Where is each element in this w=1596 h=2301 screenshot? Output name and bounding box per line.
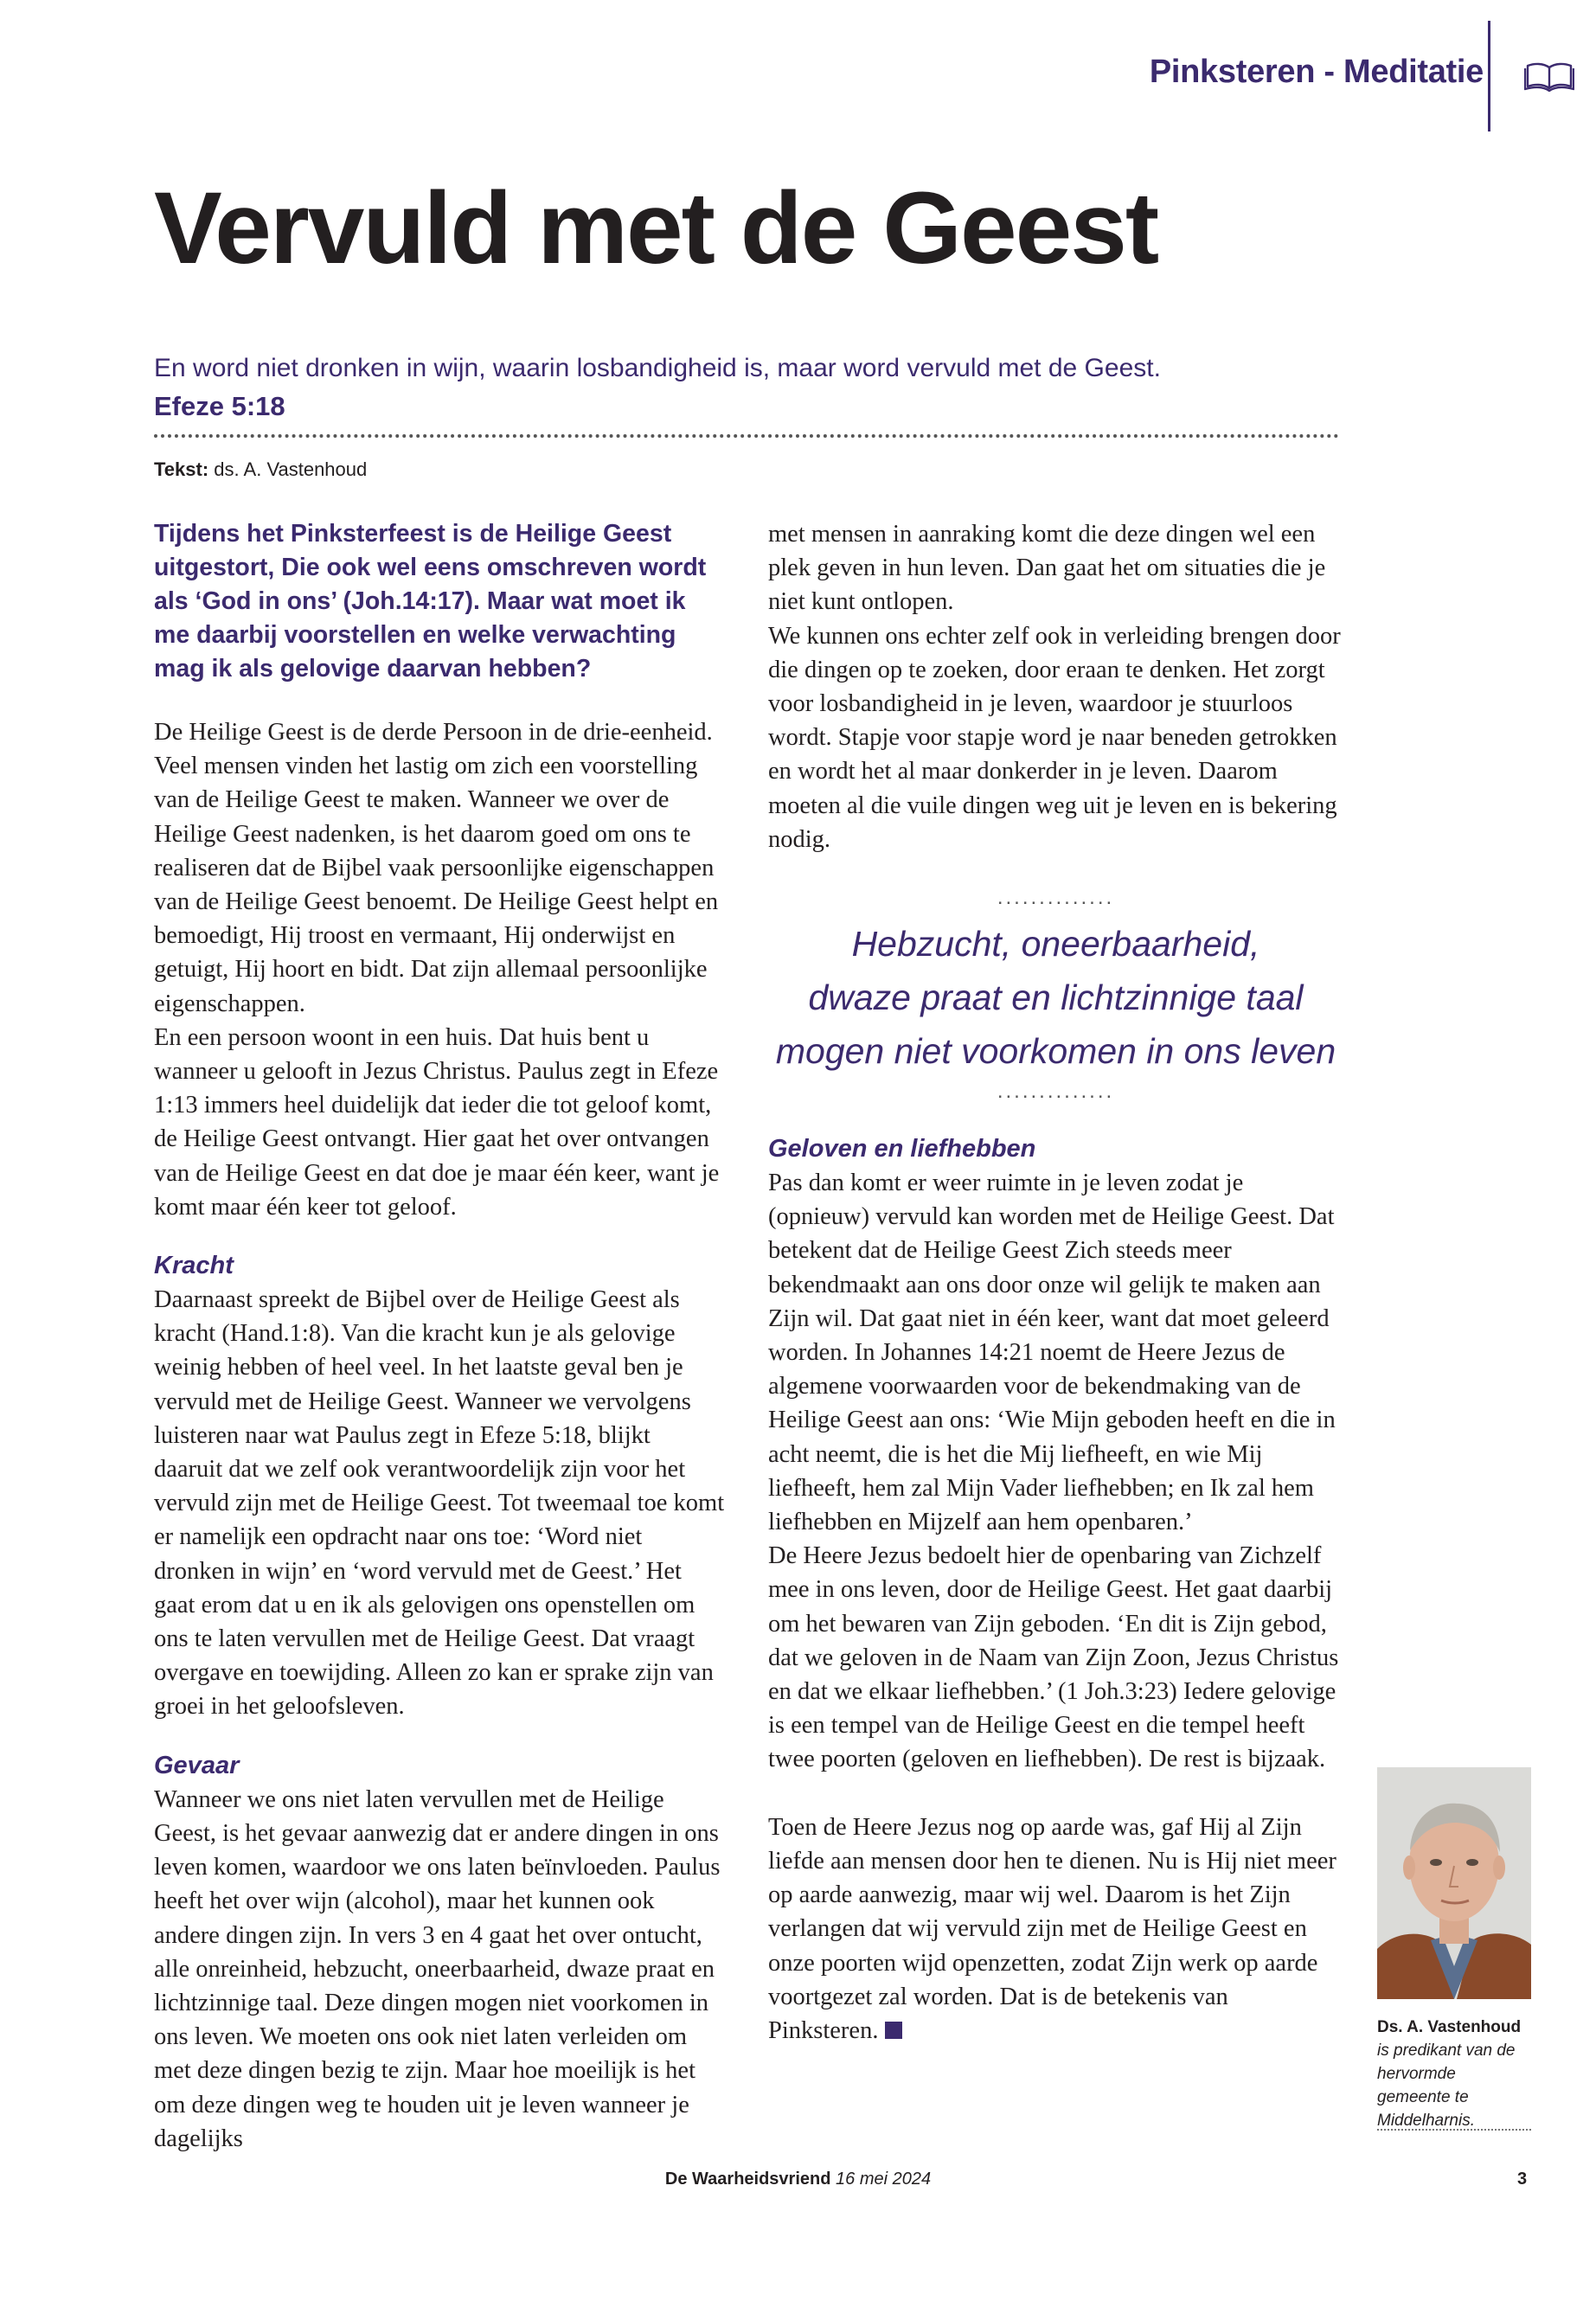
pull-quote-line: Hebzucht, oneerbaarheid, (851, 924, 1260, 965)
lead-paragraph: Tijdens het Pinksterfeest is de Heilige Geest uitgestort, Die ook wel eens omschreven wordt als ‘God in ons’ (Joh.14:17). Maar wat moet ik me daarbij voorstellen en welke verwachting mag ik als gelovige daarvan hebben? (154, 520, 707, 683)
caption-divider (1377, 2129, 1531, 2131)
right-column (768, 517, 1343, 2048)
intro-verse (154, 349, 1348, 426)
dotted-divider (154, 434, 1339, 438)
pull-quote-text (768, 917, 1343, 1078)
author-name: Ds. A. Vastenhoud (1377, 2018, 1522, 2036)
body-paragraph: Daarnaast spreekt de Bijbel over de Heilige Geest als kracht (Hand.1:8). Van die kracht kun je als gelovige weinig hebben of heel veel. In het laatste geval ben je vervuld met de Heilige Geest. Wanneer we vervolgens luisteren naar wat Paulus zegt in Efeze 5:18, blijkt daaruit dat we zelf ook verantwoordelijk zijn voor het vervuld zijn met de Heilige Geest. Tot tweemaal toe komt er namelijk een opdracht naar ons toe: ‘Word niet dronken in wijn’ en ‘word vervuld met de Geest.’ Het gaat erom dat u en ik als gelovigen ons openstellen om ons te laten vervullen met de Heilige Geest. Dat vraagt overgave en toewijding. Alleen zo kan er sprake zijn van groei in het geloofsleven. (154, 1286, 725, 1721)
closing-text: Toen de Heere Jezus nog op aarde was, gaf Hij al Zijn liefde aan mensen door hen te dienen. Nu is Hij niet meer op aarde aanwezig, maar wij wel. Daarom is het Zijn verlangen dat wij vervuld zijn met de Heilige Geest en onze poorten wijd openzetten, zodat Zijn werk op aarde voortgezet zal worden. Dat is de betekenis van Pinksteren. (768, 1813, 1336, 2044)
open-book-icon (1524, 61, 1574, 92)
body-paragraph: Pas dan komt er weer ruimte in je leven zodat je (opnieuw) vervuld kan worden met de Heilige Geest. Dat betekent dat de Heilige Geest Zich steeds meer bekendmaakt aan ons door onze wil gelijk te maken aan Zijn wil. Dat gaat niet in één keer, want dat moet geleerd worden. In Johannes 14:21 noemt de Heere Jezus de algemene voorwaarden voor de bekendmaking van de Heilige Geest aan ons: ‘Wie Mijn geboden heeft en die in acht neemt, die is het die Mij liefheeft, en wie Mij liefheeft, hem zal Mijn Vader liefhebben; en Ik zal hem liefhebben en Mijzelf aan hem openbaren.’ (768, 1170, 1336, 1536)
article-title: Vervuld met de Geest (154, 171, 1158, 285)
byline-author: ds. A. Vastenhoud (214, 458, 368, 480)
byline (154, 458, 367, 481)
quote-dots-bottom: .............. (997, 1080, 1115, 1104)
author-caption (1377, 2016, 1533, 2132)
end-mark-icon (885, 2022, 902, 2039)
pull-quote (768, 888, 1343, 1102)
page-footer (0, 2170, 1596, 2189)
verse-reference: Efeze 5:18 (154, 391, 285, 421)
left-column (154, 517, 725, 2156)
subhead-geloven: Geloven en liefhebben (768, 1135, 1036, 1163)
body-paragraph: En een persoon woont in een huis. Dat huis bent u wanneer u gelooft in Jezus Christus. Paulus zegt in Efeze 1:13 immers heel duidelijk dat ieder die tot geloof komt, de Heilige Geest ontvangt. Hier gaat het over ontvangen van de Heilige Geest en dat doe je maar één keer, want je komt maar één keer tot geloof. (154, 1023, 720, 1221)
body-paragraph: De Heilige Geest is de derde Persoon in de drie-eenheid. Veel mensen vinden het lastig om zich een voorstelling van de Heilige Geest te maken. Wanneer we over de Heilige Geest nadenken, is het daarom goed om ons te realiseren dat de Bijbel vaak persoonlijke eigenschappen van de Heilige Geest benoemt. De Heilige Geest helpt en bemoedigt, Hij troost en vermaant, Hij onderwijst en getuigt, Hij hoort en bidt. Dat zijn allemaal persoonlijke eigenschappen. (154, 719, 719, 1017)
author-photo (1377, 1767, 1531, 1999)
pull-quote-line: dwaze praat en lichtzinnige taal (808, 977, 1304, 1018)
pull-quote-line: mogen niet voorkomen in ons leven (775, 1031, 1336, 1072)
verse-text: En word niet dronken in wijn, waarin losbandigheid is, maar word vervuld met de Geest. (154, 354, 1161, 382)
quote-dots-top: .............. (997, 886, 1115, 910)
author-description: is predikant van de hervormde gemeente te Middelharnis. (1377, 2041, 1516, 2130)
subhead-gevaar: Gevaar (154, 1751, 240, 1779)
body-paragraph: Wanneer we ons niet laten vervullen met de Heilige Geest, is het gevaar aanwezig dat er andere dingen in ons leven komen, waardoor we ons laten beïnvloeden. Paulus heeft het over wijn (alcohol), maar het kunnen ook andere dingen zijn. In vers 3 en 4 gaat het over ontucht, alle onreinheid, hebzucht, oneerbaarheid, dwaze praat en lichtzinnige taal. Deze dingen mogen niet voorkomen in ons leven. We moeten ons ook niet laten verleiden om met deze dingen bezig te zijn. Maar hoe moeilijk is het om deze dingen weg te houden uit je leven wanneer je dagelijks (154, 1785, 721, 2152)
body-paragraph: We kunnen ons echter zelf ook in verleiding brengen door die dingen op te zoeken, door eraan te denken. Het zorgt voor losbandigheid in je leven, waardoor je stuurloos wordt. Stapje voor stapje word je naar beneden getrokken en wordt het al maar donkerder in je leven. Daarom moeten al die vuile dingen weg uit je leven en is bekering nodig. (768, 622, 1341, 853)
byline-label: Tekst: (154, 458, 209, 480)
subhead-kracht: Kracht (154, 1252, 234, 1280)
closing-paragraph (768, 1811, 1343, 2048)
page-number: 3 (1517, 2170, 1528, 2189)
header-divider (1488, 21, 1490, 131)
body-paragraph: De Heere Jezus bedoelt hier de openbaring van Zichzelf mee in ons leven, door de Heilige Geest. Het gaat daarbij om het bewaren van Zijn geboden. ‘En dit is Zijn gebod, dat we geloven in de Naam van Zijn Zoon, Jezus Christus en dat we elkaar liefhebben.’ (1 Joh.3:23) Iedere gelovige is een tempel van de Heilige Geest en die tempel heeft twee poorten (geloven en liefhebben). De rest is bijzaak. (768, 1542, 1339, 1773)
section-label: Pinksteren - Meditatie (1149, 54, 1484, 90)
publication-date: 16 mei 2024 (836, 2170, 932, 2189)
publication-name: De Waarheidsvriend (664, 2170, 831, 2189)
body-paragraph: met mensen in aanraking komt die deze dingen wel een plek geven in hun leven. Dan gaat het om situaties die je niet kunt ontlopen. (768, 521, 1326, 616)
